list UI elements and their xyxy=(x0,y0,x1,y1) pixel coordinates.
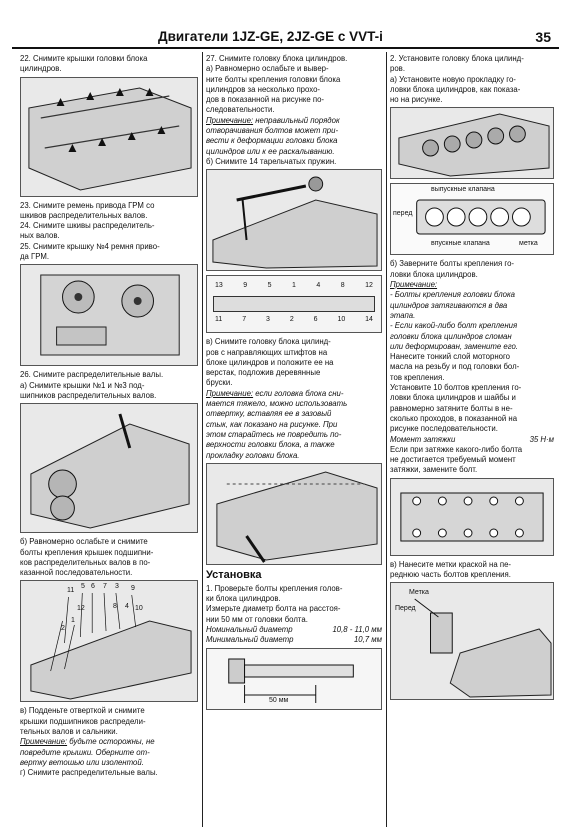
spec-label: Номинальный диаметр xyxy=(206,625,293,635)
text-line: Если при затяжке какого-либо болта xyxy=(390,444,523,454)
bolt-number: 2 xyxy=(289,316,294,324)
text-line: или деформирован, замените его. xyxy=(390,341,518,351)
text-line: да ГРМ. xyxy=(20,252,50,262)
bolt-number: 11 xyxy=(67,587,75,595)
text-line: отвертку, вставляя ее в зазовый xyxy=(206,409,332,419)
bolt-number: 5 xyxy=(267,282,272,290)
figure-gasket-orientation xyxy=(390,183,554,255)
header-rule xyxy=(12,47,559,49)
bolt-number: 10 xyxy=(135,605,143,613)
figure-bolt-measurement xyxy=(206,648,382,710)
bolt-number: 12 xyxy=(77,605,85,613)
text-line: нии 50 мм от головки болта. xyxy=(206,614,308,624)
spec-label: Момент затяжки xyxy=(390,434,456,444)
text-line: тельных валов и сальники. xyxy=(20,727,118,737)
text-line: стык, как показано на рисунке. При xyxy=(206,419,338,429)
spec-nominal-diameter xyxy=(206,625,382,634)
text-line: вести к деформации головки блока xyxy=(206,136,338,146)
text-line: этапа. xyxy=(390,310,416,320)
bolt-number: 1 xyxy=(71,617,75,625)
note xyxy=(206,389,382,398)
text-line: мается тяжело, можно использовать xyxy=(206,399,348,409)
spec-value: 35 Н·м xyxy=(529,434,554,444)
text-line: 27. Снимите головку блока цилиндров. xyxy=(206,54,348,63)
text-line: ров с направляющих штифтов на xyxy=(206,347,328,357)
text-line: цилиндров. xyxy=(20,64,62,74)
text-line: ните болты крепления головки блока xyxy=(206,74,341,84)
bolt-number: 5 xyxy=(81,583,85,591)
bolt-number: 9 xyxy=(243,282,248,290)
text-line: 23. Снимите ремень привода ГРМ со xyxy=(20,200,155,210)
step-26 xyxy=(20,370,198,400)
bolt-number: 7 xyxy=(242,316,247,324)
bolt-number: 11 xyxy=(215,316,223,324)
step-27v xyxy=(206,337,382,460)
bolt-number: 10 xyxy=(337,316,346,324)
text-line: - Болты крепления головки блока xyxy=(390,290,516,300)
figure-head-pry-screwdriver xyxy=(206,463,382,565)
text-line: б) Равномерно ослабьте и снимите xyxy=(20,537,148,547)
bolt-number: 13 xyxy=(215,282,223,290)
bolt-number: 2 xyxy=(61,625,65,633)
figure-bearing-cap-bolt-sequence xyxy=(20,580,198,702)
bolt-number: 14 xyxy=(365,316,373,324)
text-line: масла на резьбу и под головки бол- xyxy=(390,362,520,372)
text-line: в) Нанесите метки краской на пе- xyxy=(390,559,511,569)
note-label: Примечание: xyxy=(20,737,68,747)
text-line: ки блока цилиндров. xyxy=(206,594,281,604)
text-line: не достигается требуемый момент xyxy=(390,455,516,465)
text-line: 22. Снимите крышки головки блока xyxy=(20,54,148,63)
text-line: в) Подденьте отверткой и снимите xyxy=(20,706,145,716)
text-line: шипников распределительных валов. xyxy=(20,390,157,400)
dimension-label: 50 мм xyxy=(269,696,289,704)
text-line: г) Снимите распределительные валы. xyxy=(20,768,158,778)
section-title: Установка xyxy=(206,568,262,581)
step-22 xyxy=(20,54,198,74)
text-line: головки блока цилиндров сломан xyxy=(390,331,512,341)
note-label: Примечание: xyxy=(206,115,254,125)
spec-label: Минимальный диаметр xyxy=(206,635,294,645)
text-line: блоке цилиндров и положите ее на xyxy=(206,357,334,367)
text-line: а) Установите новую прокладку го- xyxy=(390,74,516,84)
text-line: но на рисунке. xyxy=(390,95,443,105)
figure-head-bolt-removal xyxy=(206,169,382,271)
note-label: Примечание: xyxy=(206,388,254,398)
text-line: тов крепления. xyxy=(390,372,445,382)
note xyxy=(206,116,382,125)
note xyxy=(20,737,198,746)
bolt-number: 7 xyxy=(103,583,107,591)
text-line: ных валов. xyxy=(20,231,60,241)
text-line: повредите крышки. Оберните от- xyxy=(20,747,150,757)
text-line: Измерьте диаметр болта на расстоя- xyxy=(206,604,341,614)
column-right xyxy=(390,54,554,704)
text-line: дов в показанной на рисунке по- xyxy=(206,95,325,105)
text-line: вертку ветошью или изолентой. xyxy=(20,757,144,767)
label-mark: метка xyxy=(519,240,538,248)
text-line: шкивов распределительных валов. xyxy=(20,210,148,220)
note-label: Примечание: xyxy=(390,280,438,290)
column-left xyxy=(20,54,198,779)
text-line: Нанесите тонкий слой моторного xyxy=(390,352,510,362)
text-line: верхности головки блока, а также xyxy=(206,440,335,450)
text-line: будьте осторожны, не xyxy=(67,737,155,747)
text-line: 26. Снимите распределительные валы. xyxy=(20,370,164,380)
text-line: крышки подшипников распредели- xyxy=(20,716,146,726)
text-line: равномерно затяните болты в не- xyxy=(390,403,513,413)
text-line: - Если какой-либо болт крепления xyxy=(390,321,518,331)
text-line: 24. Снимите шкивы распределитель- xyxy=(20,221,155,231)
step-27 xyxy=(206,54,382,166)
text-line: 2. Установите головку блока цилинд- xyxy=(390,54,524,63)
bolt-number: 6 xyxy=(313,316,318,324)
step-2b xyxy=(390,259,554,474)
text-line: б) Снимите 14 тарельчатых пружин. xyxy=(206,156,337,166)
spec-value: 10,8 - 11,0 мм xyxy=(332,625,382,635)
text-line: ловки блока цилиндров. xyxy=(390,269,478,279)
page-number: 35 xyxy=(535,29,551,45)
text-line: прокладку головки блока. xyxy=(206,450,300,460)
spec-torque xyxy=(390,435,554,444)
text-line: неправильный порядок xyxy=(253,115,340,125)
text-line: б) Заверните болты крепления го- xyxy=(390,259,515,269)
bolt-number: 12 xyxy=(365,282,373,290)
bolt-number: 4 xyxy=(125,603,129,611)
text-line: цилиндров за несколько прохо- xyxy=(206,84,321,94)
installation-section xyxy=(206,569,382,645)
step-26v xyxy=(20,706,198,777)
figure-new-head-gasket xyxy=(390,107,554,179)
text-line: если головка блока сни- xyxy=(253,388,344,398)
spec-value: 10,7 мм xyxy=(353,635,382,645)
text-line: следовательности. xyxy=(206,105,275,115)
text-line: цилиндров затягиваются в два xyxy=(390,300,508,310)
text-line: Установите 10 болтов крепления го- xyxy=(390,383,522,393)
step-26b xyxy=(20,537,198,577)
bolt-number: 3 xyxy=(115,583,119,591)
bolt-number: 8 xyxy=(113,603,117,611)
text-line: ров. xyxy=(390,64,405,74)
column-middle xyxy=(206,54,382,714)
figure-camshaft-bearing-caps xyxy=(20,403,198,533)
page-header-title: Двигатели 1JZ-GE, 2JZ-GE с VVT-i xyxy=(158,29,383,44)
text-line: сколько проходов, в показанной на xyxy=(390,413,518,423)
label-front: Перед xyxy=(395,605,416,613)
text-line: цилиндров или к ее раскалыванию. xyxy=(206,146,335,156)
text-line: 1. Проверьте болты крепления голов- xyxy=(206,583,343,593)
text-line: бруски. xyxy=(206,378,233,388)
bolt-number: 1 xyxy=(292,282,296,290)
bolt-number: 8 xyxy=(340,282,345,290)
column-divider xyxy=(386,52,387,827)
figure-paint-mark-bolts xyxy=(390,582,554,700)
steps-23-25 xyxy=(20,201,198,262)
text-line: а) Равномерно ослабьте и вывер- xyxy=(206,64,329,74)
label-mark: Метка xyxy=(409,589,429,597)
text-line: этом старайтесь не повредить по- xyxy=(206,429,342,439)
label-front: перед xyxy=(393,210,413,218)
text-line: а) Снимите крышки №1 и №3 под- xyxy=(20,380,145,390)
text-line: болты крепления крышек подшипни- xyxy=(20,547,154,557)
head-outline xyxy=(213,296,375,312)
label-intake-valves: впускные клапана xyxy=(431,240,490,248)
text-line: казанной последовательности. xyxy=(20,568,133,578)
bolt-number: 9 xyxy=(131,585,135,593)
figure-head-bolt-loosen-sequence xyxy=(206,275,382,333)
figure-head-bolt-tighten-sequence xyxy=(390,478,554,556)
label-exhaust-valves: выпускные клапана xyxy=(431,186,495,194)
text-line: реднюю часть болтов крепления. xyxy=(390,570,511,580)
bolt-row-top xyxy=(215,282,373,289)
text-line: отворачивания болтов может при- xyxy=(206,126,339,136)
spec-minimum-diameter xyxy=(206,635,382,644)
step-2v xyxy=(390,560,554,580)
text-line: верстак, подложив деревянные xyxy=(206,368,321,378)
text-line: ловки блока цилиндров и шайбы и xyxy=(390,393,516,403)
step-2 xyxy=(390,54,554,104)
text-line: затяжки, замените болт. xyxy=(390,465,478,475)
text-line: 25. Снимите крышку №4 ремня приво- xyxy=(20,241,160,251)
bolt-number: 6 xyxy=(91,583,95,591)
column-divider xyxy=(202,52,203,827)
text-line: рисунке последовательности. xyxy=(390,424,498,434)
text-line: в) Снимите головку блока цилинд- xyxy=(206,337,331,347)
figure-cylinder-head-covers xyxy=(20,77,198,197)
bolt-row-bottom xyxy=(215,316,373,323)
bolt-number: 3 xyxy=(266,316,270,324)
text-line: ловки блока цилиндров, как показа- xyxy=(390,84,521,94)
bolt-number: 4 xyxy=(316,282,321,290)
text-line: ков распределительных валов в по- xyxy=(20,557,151,567)
figure-timing-belt-pulleys xyxy=(20,264,198,366)
